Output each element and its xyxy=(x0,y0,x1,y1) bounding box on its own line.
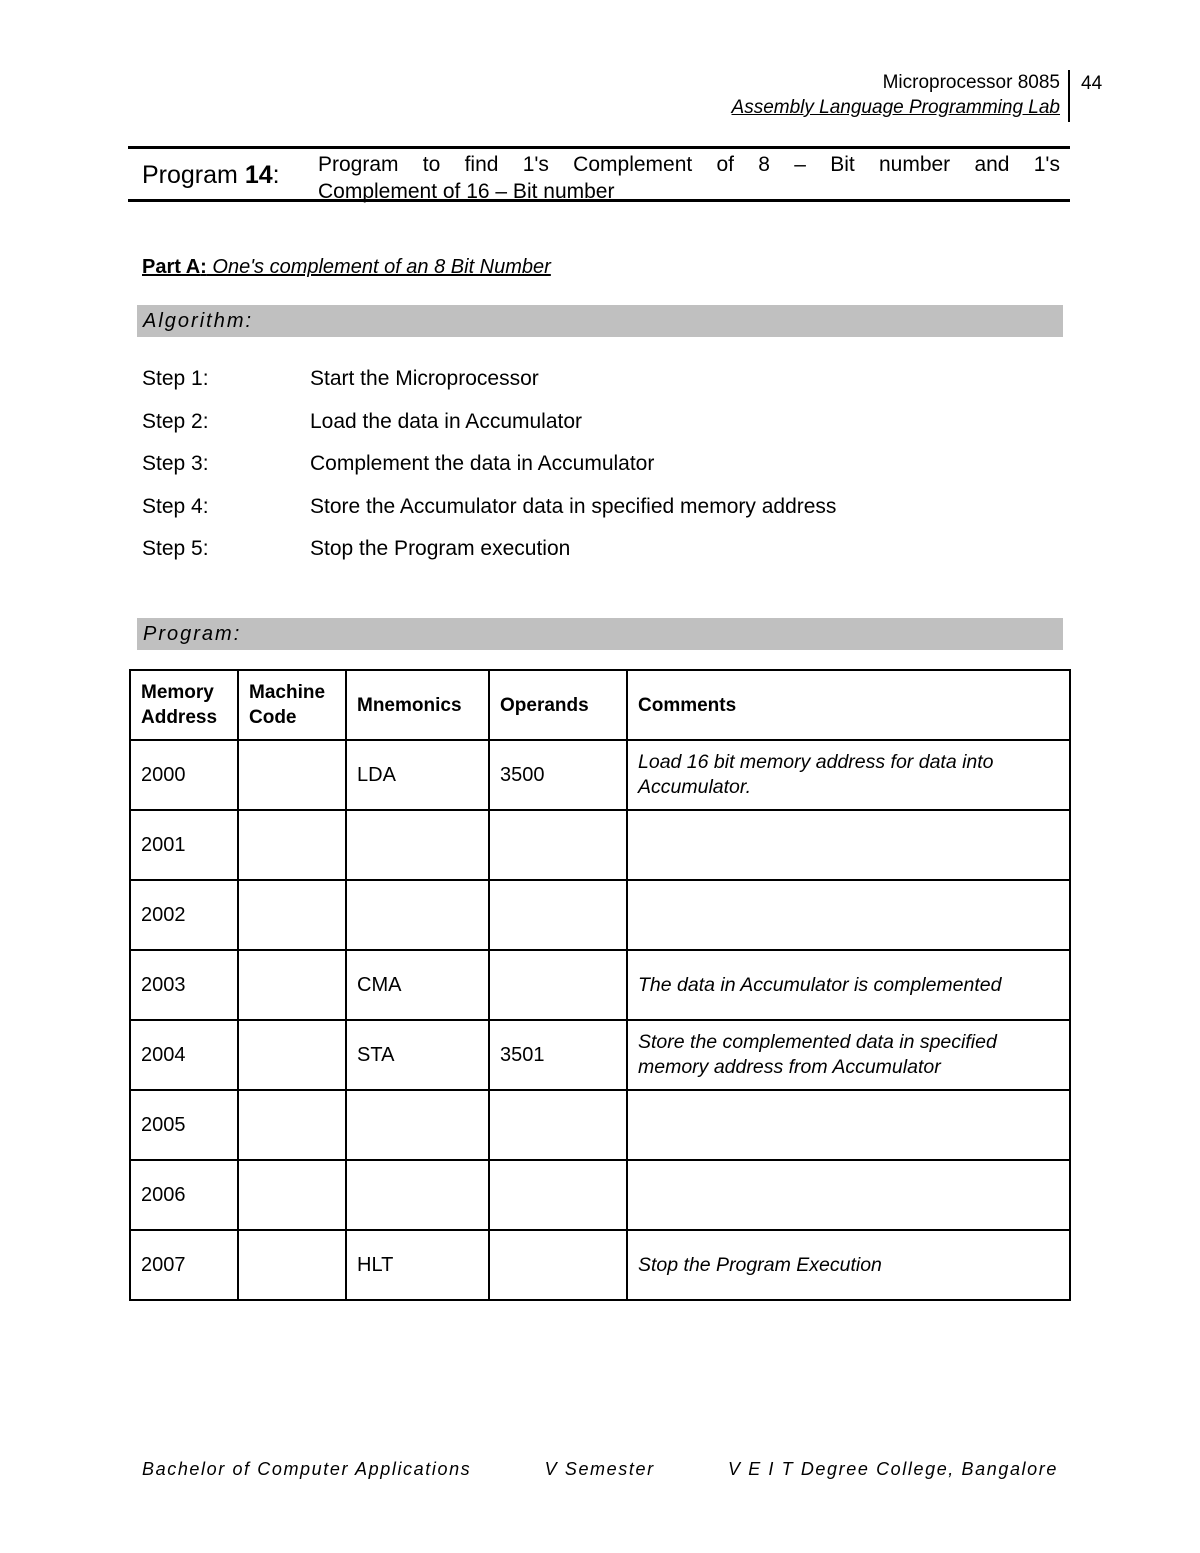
cell-operand xyxy=(489,880,627,950)
cell-mnemonic xyxy=(346,1090,489,1160)
cell-operand xyxy=(489,950,627,1020)
description-word: 8 xyxy=(758,153,770,176)
cell-address: 2000 xyxy=(130,740,238,810)
step-number: Step 1: xyxy=(142,367,209,390)
cell-mnemonic: HLT xyxy=(346,1230,489,1300)
table-row xyxy=(130,1160,1070,1230)
comment-line: Store the complemented data in specified xyxy=(638,1031,997,1053)
algorithm-step xyxy=(142,407,836,450)
cell-machine-code xyxy=(238,1090,346,1160)
cell-address: 2004 xyxy=(130,1020,238,1090)
algorithm-step xyxy=(142,492,836,535)
cell-machine-code xyxy=(238,1230,346,1300)
cell-address: 2005 xyxy=(130,1090,238,1160)
footer-course: Bachelor of Computer Applications xyxy=(142,1459,472,1479)
program-label xyxy=(142,161,280,190)
cell-machine-code xyxy=(238,950,346,1020)
description-word: to xyxy=(422,153,441,176)
program-heading: Program: xyxy=(137,618,1063,650)
cell-operand xyxy=(489,810,627,880)
header-subtitle: Assembly Language Programming Lab xyxy=(731,97,1060,118)
step-text: Store the Accumulator data in specified memory address xyxy=(310,494,837,518)
cell-mnemonic xyxy=(346,880,489,950)
cell-comment xyxy=(627,950,1070,1020)
cell-address: 2007 xyxy=(130,1230,238,1300)
table-row xyxy=(130,880,1070,950)
description-word: Bit xyxy=(830,153,855,176)
program-table xyxy=(129,669,1071,1301)
cell-address: 2001 xyxy=(130,810,238,880)
header-divider xyxy=(1068,70,1070,122)
part-a-title: One's complement of an 8 Bit Number xyxy=(206,256,551,278)
cell-machine-code xyxy=(238,810,346,880)
algorithm-steps xyxy=(142,364,836,577)
program-label-text: Program xyxy=(142,161,238,189)
cell-operand: 3501 xyxy=(489,1020,627,1090)
cell-mnemonic xyxy=(346,1160,489,1230)
step-text: Start the Microprocessor xyxy=(310,367,539,390)
col-machine-code: Machine Code xyxy=(238,670,346,740)
cell-machine-code xyxy=(238,1160,346,1230)
cell-address: 2002 xyxy=(130,880,238,950)
algorithm-step xyxy=(142,534,836,577)
algorithm-step xyxy=(142,449,836,492)
cell-operand: 3500 xyxy=(489,740,627,810)
cell-comment xyxy=(627,1090,1070,1160)
description-word: Program xyxy=(318,153,399,176)
cell-operand xyxy=(489,1160,627,1230)
cell-address: 2006 xyxy=(130,1160,238,1230)
page-footer xyxy=(142,1459,1058,1480)
table-row xyxy=(130,810,1070,880)
step-text: Load the data in Accumulator xyxy=(310,409,583,433)
cell-mnemonic: STA xyxy=(346,1020,489,1090)
step-number: Step 2: xyxy=(142,409,209,433)
cell-machine-code xyxy=(238,1020,346,1090)
cell-operand xyxy=(489,1230,627,1300)
comment-line: Load 16 bit memory address for data into xyxy=(638,751,994,773)
header-title: Microprocessor 8085 xyxy=(882,72,1060,93)
cell-comment xyxy=(627,1160,1070,1230)
cell-mnemonic: CMA xyxy=(346,950,489,1020)
cell-mnemonic xyxy=(346,810,489,880)
description-word: 1's xyxy=(1033,153,1060,176)
program-colon: : xyxy=(272,161,280,189)
comment-line: Stop the Program Execution xyxy=(638,1253,882,1276)
description-word: of xyxy=(716,153,735,176)
col-mnemonics: Mnemonics xyxy=(346,670,489,740)
footer-semester: V Semester xyxy=(544,1459,655,1479)
program-number: 14 xyxy=(244,161,273,189)
algorithm-heading: Algorithm: xyxy=(137,305,1063,337)
description-word: number xyxy=(878,153,951,176)
description-word: 1's xyxy=(522,153,549,176)
part-a-heading xyxy=(142,256,551,279)
program-title-block xyxy=(128,146,1070,202)
running-header xyxy=(732,70,1060,120)
algorithm-step xyxy=(142,364,836,407)
cell-comment xyxy=(627,740,1070,810)
part-a-label: Part A xyxy=(142,256,201,278)
description-word: find xyxy=(464,153,499,176)
cell-comment xyxy=(627,810,1070,880)
table-row xyxy=(130,1090,1070,1160)
part-a-colon: : xyxy=(200,256,207,278)
step-number: Step 3: xyxy=(142,452,209,475)
step-number: Step 5: xyxy=(142,537,209,560)
step-text: Stop the Program execution xyxy=(310,537,571,560)
table-header-row xyxy=(130,670,1070,740)
table-row xyxy=(130,1020,1070,1090)
step-text: Complement the data in Accumulator xyxy=(310,452,655,475)
cell-address: 2003 xyxy=(130,950,238,1020)
cell-mnemonic: LDA xyxy=(346,740,489,810)
comment-line: The data in Accumulator is complemented xyxy=(638,973,1002,996)
table-row xyxy=(130,1230,1070,1300)
cell-machine-code xyxy=(238,740,346,810)
program-description-line1 xyxy=(318,151,1060,178)
cell-comment xyxy=(627,880,1070,950)
program-description-line2: Complement of 16 – Bit number xyxy=(318,180,615,203)
footer-college: V E I T Degree College, Bangalore xyxy=(728,1459,1058,1479)
step-number: Step 4: xyxy=(142,494,209,518)
table-row xyxy=(130,740,1070,810)
cell-machine-code xyxy=(238,880,346,950)
description-word: – xyxy=(794,153,806,176)
cell-operand xyxy=(489,1090,627,1160)
cell-comment xyxy=(627,1020,1070,1090)
program-description xyxy=(318,151,1060,205)
comment-line: Accumulator. xyxy=(638,776,752,798)
col-operands: Operands xyxy=(489,670,627,740)
page-number: 44 xyxy=(1081,73,1103,94)
table-row xyxy=(130,950,1070,1020)
cell-comment xyxy=(627,1230,1070,1300)
col-memory-address: Memory Address xyxy=(130,670,238,740)
program-table-body xyxy=(130,740,1070,1300)
description-word: and xyxy=(974,153,1010,176)
col-comments: Comments xyxy=(627,670,1070,740)
comment-line: memory address from Accumulator xyxy=(638,1056,941,1078)
description-word: Complement xyxy=(573,153,693,176)
